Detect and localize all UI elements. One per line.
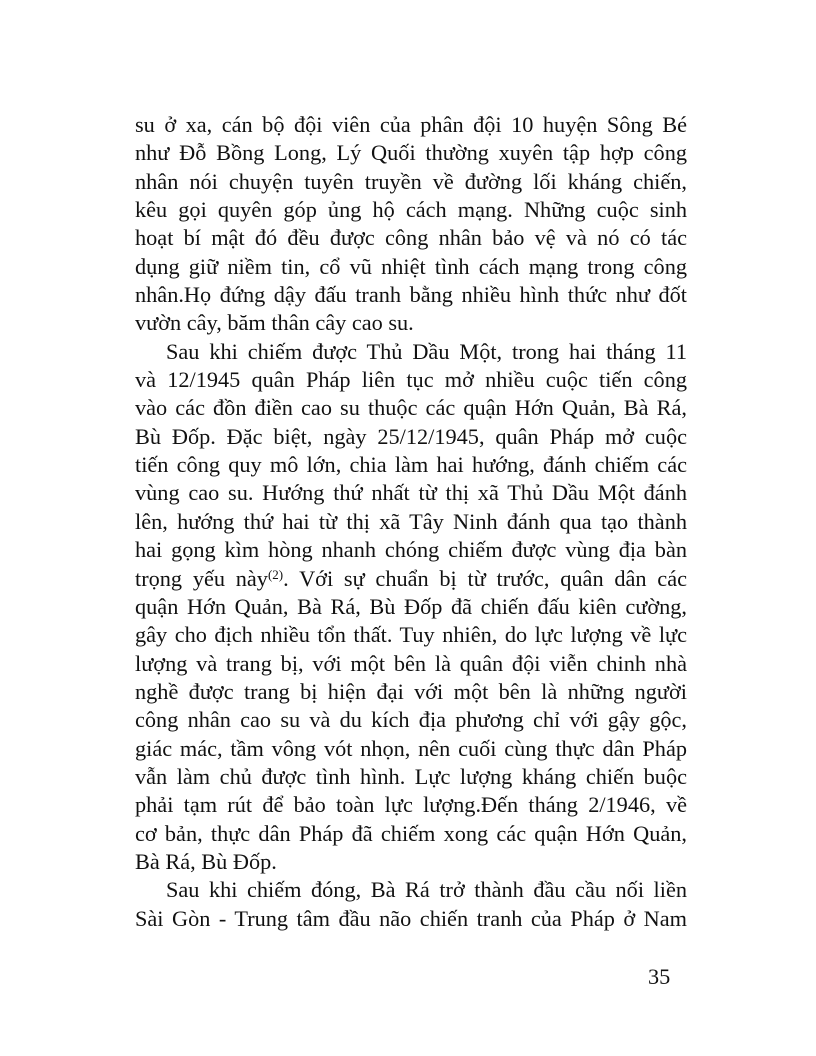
text-line: hoạt bí mật đó đều được công nhân bảo vệ và nó có tác xyxy=(135,225,687,251)
text-line: nhân nói chuyện tuyên truyền về đường lối kháng chiến, xyxy=(135,168,687,194)
paragraph-3 xyxy=(135,876,687,933)
text-segment: . Với sự chuẩn bị từ trước, quân dân các xyxy=(283,565,687,591)
text-line: Bù Đốp. Đặc biệt, ngày 25/12/1945, quân Pháp mở cuộc xyxy=(135,423,687,449)
paragraph-1 xyxy=(135,111,687,338)
text-line: tiến công quy mô lớn, chia làm hai hướng, đánh chiếm các xyxy=(135,452,687,478)
text-line: vẫn làm chủ được tình hình. Lực lượng kháng chiến buộc xyxy=(135,763,687,789)
footnote-reference[interactable]: (2) xyxy=(267,566,284,582)
text-line: Sau khi chiếm đóng, Bà Rá trở thành đầu cầu nối liền xyxy=(166,877,687,903)
paragraph-2 xyxy=(135,338,687,877)
text-line: vùng cao su. Hướng thứ nhất từ thị xã Thủ Dầu Một đánh xyxy=(135,480,687,506)
text-line: giác mác, tầm vông vót nhọn, nên cuối cùng thực dân Pháp xyxy=(135,735,687,761)
page-body xyxy=(135,111,687,933)
text-line: gây cho địch nhiều tổn thất. Tuy nhiên, do lực lượng về lực xyxy=(135,622,687,648)
text-line: su ở xa, cán bộ đội viên của phân đội 10 huyện Sông Bé xyxy=(135,112,687,137)
text-line: lượng và trang bị, với một bên là quân đội viễn chinh nhà xyxy=(135,650,687,676)
text-line: Bà Rá, Bù Đốp. xyxy=(135,848,277,874)
page-number: 35 xyxy=(648,964,671,989)
text-line: kêu gọi quyên góp ủng hộ cách mạng. Những cuộc sinh xyxy=(135,197,687,223)
text-line-with-footnote xyxy=(135,565,687,593)
text-segment: trọng yếu này xyxy=(135,565,268,591)
text-line: vào các đồn điền cao su thuộc các quận Hớn Quản, Bà Rá, xyxy=(135,395,687,421)
text-line: như Đỗ Bồng Long, Lý Quối thường xuyên tập hợp công xyxy=(135,140,687,166)
text-line: vườn cây, băm thân cây cao su. xyxy=(135,310,414,336)
text-line: Sau khi chiếm được Thủ Dầu Một, trong hai tháng 11 xyxy=(166,338,687,364)
text-line: dụng giữ niềm tin, cổ vũ nhiệt tình cách mạng trong công xyxy=(135,253,687,279)
text-line: phải tạm rút để bảo toàn lực lượng.Đến tháng 2/1946, về xyxy=(135,792,687,818)
text-line: nhân.Họ đứng dậy đấu tranh bằng nhiều hình thức như đốt xyxy=(135,282,687,308)
text-line: lên, hướng thứ hai từ thị xã Tây Ninh đánh qua tạo thành xyxy=(135,508,687,534)
text-line: công nhân cao su và du kích địa phương chỉ với gậy gộc, xyxy=(135,707,687,733)
text-line: cơ bản, thực dân Pháp đã chiếm xong các quận Hớn Quản, xyxy=(135,820,687,846)
text-line: Sài Gòn - Trung tâm đầu não chiến tranh của Pháp ở Nam xyxy=(135,905,687,931)
text-line: và 12/1945 quân Pháp liên tục mở nhiều cuộc tiến công xyxy=(135,367,687,393)
text-line: nghề được trang bị hiện đại với một bên là những người xyxy=(135,678,687,704)
text-line: quận Hớn Quản, Bà Rá, Bù Đốp đã chiến đấu kiên cường, xyxy=(135,593,687,619)
text-line: hai gọng kìm hòng nhanh chóng chiếm được vùng địa bàn xyxy=(135,537,687,563)
